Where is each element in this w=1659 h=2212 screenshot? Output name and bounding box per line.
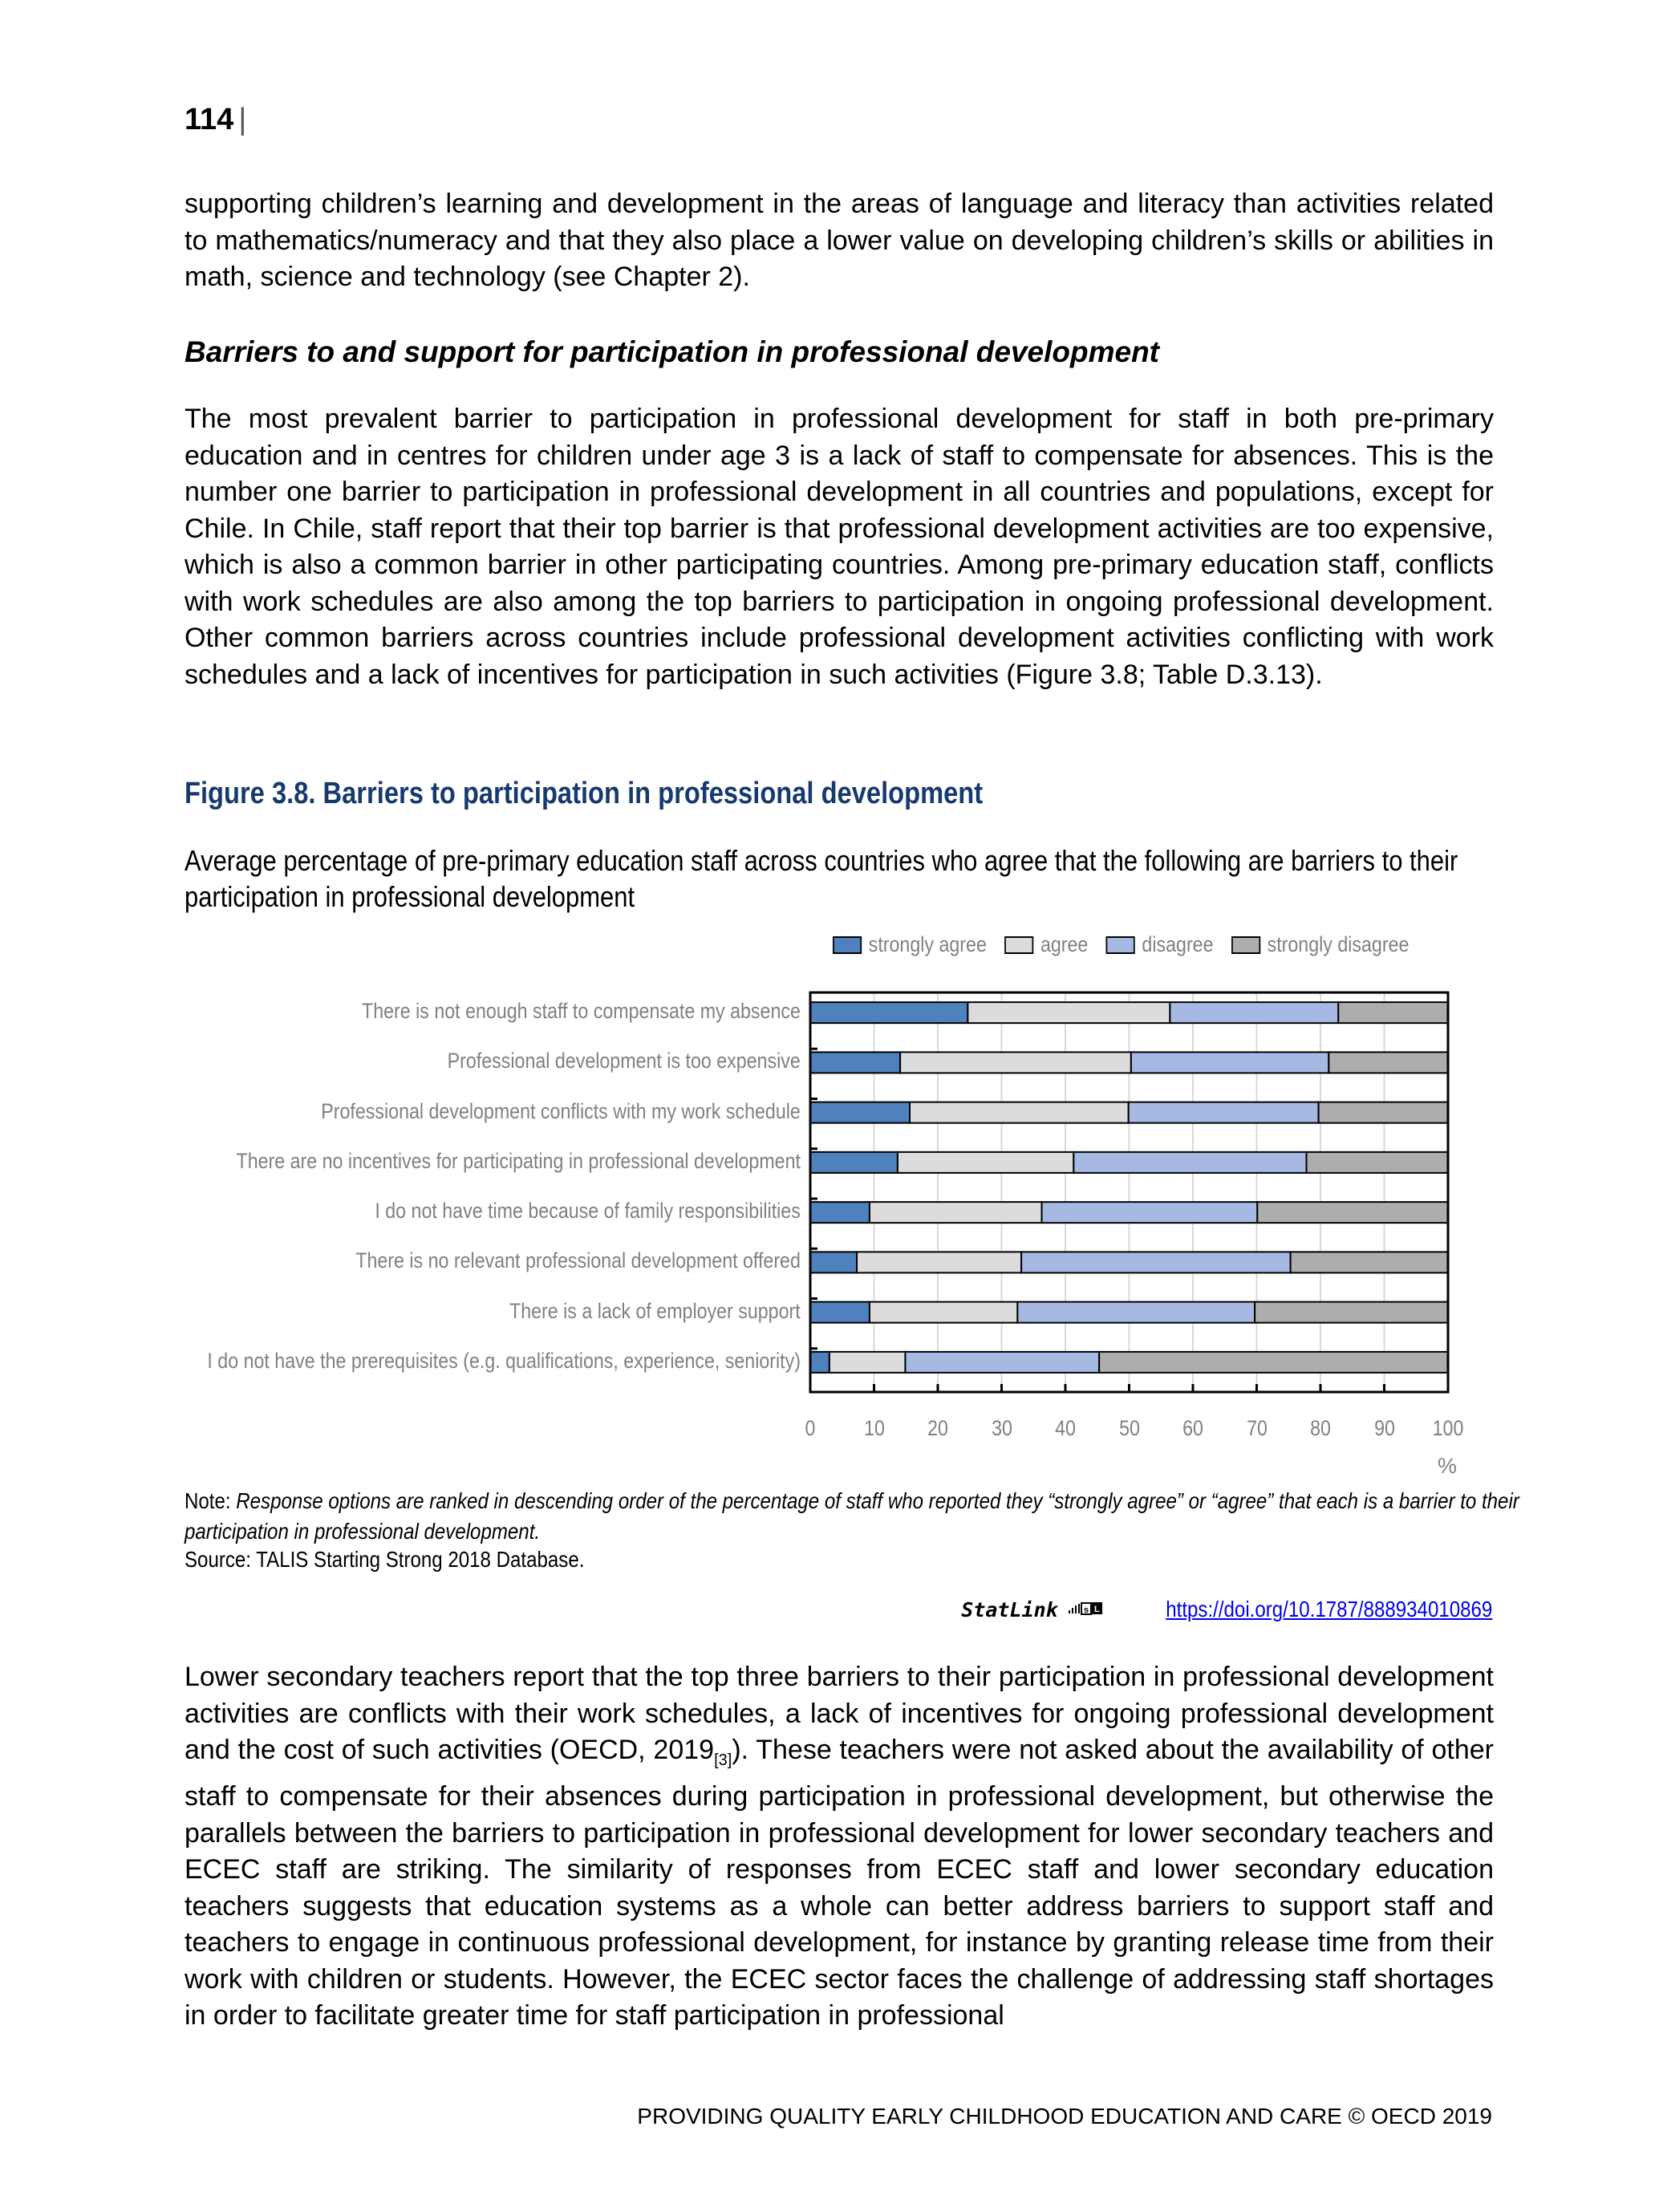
x-tick-label: 70 [1246, 1416, 1268, 1440]
category-label: Professional development conflicts with my work schedule [321, 1098, 801, 1123]
bar-segment-strongly-disagree [1257, 1202, 1448, 1223]
category-label: There is no relevant professional development offered [355, 1248, 801, 1273]
x-tick-label: 80 [1310, 1416, 1331, 1440]
figure-subtitle: Average percentage of pre-primary education staff across countries who agree that the following are barriers to their participation in professional development [185, 844, 1458, 913]
svg-text:s: s [1083, 1605, 1089, 1615]
bar-segment-disagree [1073, 1152, 1306, 1173]
bar-segment-strongly-agree [810, 1152, 898, 1173]
legend-label: agree [1040, 932, 1089, 956]
bar-segment-strongly-disagree [1307, 1152, 1448, 1173]
bar-segment-disagree [1042, 1202, 1258, 1223]
citation-ref[interactable]: [3] [714, 1751, 732, 1769]
bar-segment-strongly-agree [810, 1352, 830, 1373]
bar-segment-strongly-disagree [1099, 1352, 1448, 1373]
bar-segment-strongly-agree [810, 1252, 857, 1272]
x-axis-unit-label: % [1438, 1454, 1458, 1478]
x-tick-label: 100 [1432, 1416, 1464, 1440]
bar-segment-strongly-disagree [1328, 1052, 1448, 1073]
bar-segment-strongly-agree [810, 1102, 910, 1123]
paragraph-3 [185, 1659, 1494, 2035]
x-tick-label: 50 [1118, 1416, 1140, 1440]
page-number-value: 114 [185, 103, 234, 136]
bar-segment-agree [967, 1002, 1170, 1023]
bar-segment-agree [870, 1302, 1017, 1323]
bar-segment-agree [857, 1252, 1021, 1272]
note-text: Response options are ranked in descending order of the percentage of staff who reported they “strongly agree” or “agree” that each is a barrier to their participation in professional development. [185, 1488, 1519, 1544]
bar-segment-strongly-agree [810, 1202, 870, 1223]
category-label: There is not enough staff to compensate my absence [362, 999, 801, 1024]
figure-title: Figure 3.8. Barriers to participation in professional development [185, 777, 984, 810]
bar-segment-disagree [1129, 1102, 1319, 1123]
bar-segment-strongly-disagree [1338, 1002, 1448, 1023]
legend-label: disagree [1142, 932, 1214, 956]
bar-segment-strongly-agree [810, 1052, 900, 1073]
paragraph-1-text: supporting children’s learning and development in the areas of language and literacy than activities related to mathematics/numeracy and that they also place a lower value on developing children’s skills or abilities in math, science and technology (see Chapter 2). [185, 189, 1494, 292]
x-tick-label: 0 [805, 1416, 816, 1440]
statlink-label: StatLink [961, 1597, 1058, 1621]
bar-segment-strongly-disagree [1319, 1102, 1448, 1123]
legend-label: strongly disagree [1267, 932, 1410, 956]
figure-source: Source: TALIS Starting Strong 2018 Database. [185, 1547, 585, 1572]
x-tick-label: 30 [991, 1416, 1012, 1440]
bar-segment-strongly-disagree [1291, 1252, 1448, 1272]
paragraph-2-text: The most prevalent barrier to participation in professional development for staff in both pre-primary education and in centres for children under age 3 is a lack of staff to compensate for absences. This is the number one barrier to participation in professional development in all countries and populations, except for Chile. In Chile, staff report that their top barrier is that professional development activities are too expensive, which is also a common barrier in other participating countries. Among pre-primary education staff, conflicts with work schedules are also among the top barriers to participation in ongoing professional development. Other common barriers across countries include professional development activities conflicting with work schedules and a lack of incentives for participation in such activities (Figure 3.8; Table D.3.13). [185, 404, 1494, 690]
bar-segment-disagree [1021, 1252, 1290, 1272]
bar-segment-agree [870, 1202, 1042, 1223]
category-label: I do not have time because of family responsibilities [375, 1199, 801, 1224]
statlink-logo-icon [1068, 1597, 1103, 1622]
bar-segment-agree [910, 1102, 1129, 1123]
bar-segment-strongly-agree [810, 1302, 870, 1323]
bar-segment-agree [830, 1352, 906, 1373]
paragraph-3-part-a: Lower secondary teachers report that the top three barriers to their participation in professional development activities are conflicts with their work schedules, a lack of incentives for ongoing professional development and the cost of such activities (OECD, 2019 [185, 1662, 1494, 1765]
section-heading: Barriers to and support for participation in professional development [185, 335, 1160, 368]
category-label: There are no incentives for participating in professional development [236, 1148, 801, 1173]
x-tick-label: 60 [1182, 1416, 1203, 1440]
category-label: I do not have the prerequisites (e.g. qualifications, experience, seniority) [207, 1348, 801, 1373]
bar-segment-disagree [905, 1352, 1099, 1373]
x-tick-label: 90 [1373, 1416, 1395, 1440]
category-label: There is a lack of employer support [509, 1298, 801, 1323]
x-tick-label: 40 [1055, 1416, 1076, 1440]
statlink [961, 1597, 1492, 1622]
x-tick-label: 20 [927, 1416, 948, 1440]
category-label: Professional development is too expensive [447, 1049, 801, 1074]
bar-segment-disagree [1131, 1052, 1328, 1073]
paragraph-3-part-b: ). These teachers were not asked about the availability of other staff to compensate for their absences during participation in professional development, but otherwise the parallels between the barriers to participation in professional development for lower secondary teachers and ECEC staff are striking. The similarity of responses from ECEC staff and lower secondary education teachers suggests that education systems as a whole can better address barriers to support staff and teachers to engage in continuous professional development, for instance by granting release time from their work with children or students. However, the ECEC sector faces the challenge of addressing staff shortages in order to facilitate greater time for staff participation in professional [185, 1735, 1494, 2031]
figure-note [185, 1486, 1564, 1547]
bar-segment-agree [898, 1152, 1073, 1173]
bar-segment-strongly-disagree [1255, 1302, 1448, 1323]
x-tick-label: 10 [863, 1416, 885, 1440]
legend-label: strongly agree [868, 932, 987, 956]
page-footer: PROVIDING QUALITY EARLY CHILDHOOD EDUCATION AND CARE © OECD 2019 [637, 2104, 1492, 2129]
page-number-separator: | [238, 103, 247, 136]
bar-segment-disagree [1170, 1002, 1338, 1023]
svg-text:L: L [1093, 1605, 1100, 1614]
paragraph-3-text [185, 1659, 1494, 2035]
statlink-url[interactable]: https://doi.org/10.1787/888934010869 [1165, 1597, 1492, 1621]
note-label: Note: [185, 1488, 231, 1513]
bar-segment-strongly-agree [810, 1002, 967, 1023]
bar-segment-agree [900, 1052, 1131, 1073]
bar-segment-disagree [1017, 1302, 1255, 1323]
